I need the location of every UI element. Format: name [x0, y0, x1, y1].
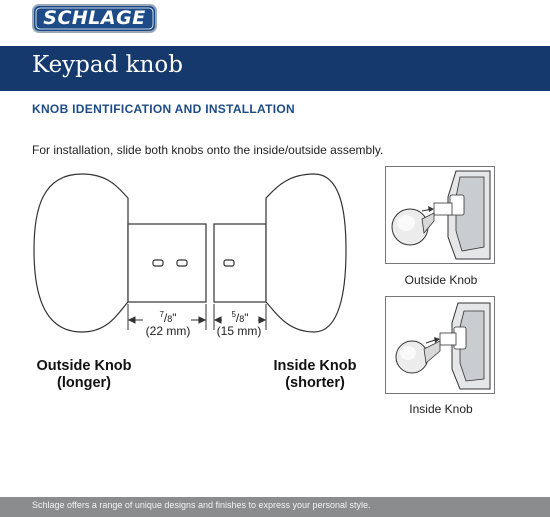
schlage-logo — [32, 4, 157, 33]
outside-knob-illustration — [386, 167, 494, 263]
inside-measure-fraction: $^5$/8" — [231, 310, 249, 325]
inside-knob-label-line2: (shorter) — [285, 375, 345, 391]
outside-knob-drawing — [34, 174, 206, 332]
outside-fraction-denominator: 8 — [167, 314, 173, 324]
outside-slot-1 — [153, 260, 163, 266]
outside-knob-label-line2: (longer) — [57, 375, 111, 391]
outside-knob-label — [28, 358, 140, 392]
title-banner — [0, 46, 550, 91]
outside-knob-head — [34, 174, 128, 332]
outside-slot-2 — [177, 260, 187, 266]
inside-knob-illustration — [386, 297, 494, 393]
inside-slot — [224, 260, 234, 266]
section-heading: KNOB IDENTIFICATION AND INSTALLATION — [32, 102, 295, 116]
outside-measure-fraction: $^7$/8" — [159, 310, 177, 325]
inside-measure-metric: (15 mm) — [216, 324, 262, 338]
outside-knob-photo — [385, 166, 495, 264]
outside-fraction-unit: " — [172, 311, 177, 325]
footer-bar — [0, 497, 550, 517]
inside-knob-drawing — [214, 174, 346, 332]
inside-knob-photo — [385, 296, 495, 394]
outside-knob-photo-caption: Outside Knob — [404, 273, 478, 287]
inside-knob-label-line1: Inside Knob — [273, 358, 357, 374]
inside-fraction-denominator: 8 — [239, 314, 245, 324]
inside-knob-label — [262, 358, 368, 392]
inside-fraction-numerator: 5 — [231, 310, 236, 319]
page-title: Keypad knob — [32, 52, 183, 78]
logo-text: SCHLAGE — [43, 7, 146, 29]
inside-fraction-unit: " — [244, 311, 249, 325]
inside-knob-photo-caption: Inside Knob — [409, 402, 473, 416]
inside-knob-head — [266, 174, 346, 332]
outside-measure-metric: (22 mm) — [145, 324, 191, 338]
footer-text: Schlage offers a range of unique designs and finishes to express your personal style. — [32, 500, 371, 510]
outside-fraction-numerator: 7 — [159, 310, 164, 319]
outside-knob-shank — [128, 224, 206, 302]
intro-text: For installation, slide both knobs onto the inside/outside assembly. — [32, 143, 384, 157]
outside-knob-label-line1: Outside Knob — [36, 358, 132, 374]
inside-knob-shank — [214, 224, 266, 302]
